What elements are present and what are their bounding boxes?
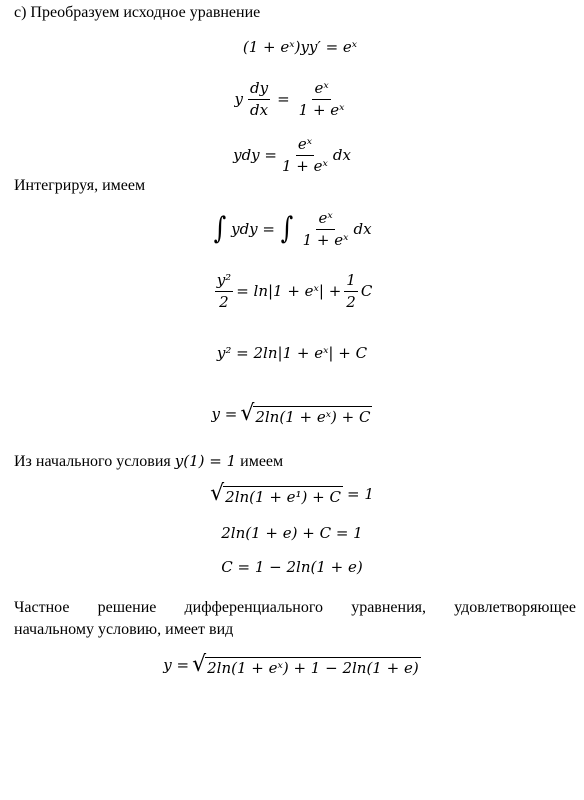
particular-solution-line-1: Частное решение дифференциального уравнения, удовлетворяющее — [14, 599, 576, 616]
equation-2-lhs-fraction — [248, 80, 270, 118]
equation-7-lhs: y = — [211, 404, 238, 423]
sqrt-sign-icon: √ — [210, 481, 225, 506]
equation-10 — [0, 560, 584, 575]
equation-6-text: y² = 2ln|1 + eˣ| + C — [216, 344, 368, 362]
particular-solution-line-2: начальному условию, имеет вид — [14, 621, 234, 638]
equation-2-lhs-denominator: dx — [249, 100, 269, 119]
equation-2-rhs-fraction — [297, 80, 347, 118]
integrating-text: Интегрируя, имеем — [14, 177, 146, 194]
integral-sign-2: ∫ — [280, 211, 294, 246]
initial-text-suffix: имеем — [236, 453, 284, 470]
equation-4-suffix: dx — [353, 219, 372, 238]
equation-3-suffix: dx — [332, 145, 351, 164]
sqrt-sign-icon: √ — [240, 401, 255, 426]
equation-1-text: (1 + eˣ)yy′ = eˣ — [242, 38, 358, 56]
equation-6 — [0, 346, 584, 361]
equation-1 — [0, 40, 584, 55]
equation-10-text: C = 1 − 2ln(1 + e) — [221, 558, 363, 576]
integral-sign-1: ∫ — [214, 211, 227, 246]
initial-condition: y(1) = 1 — [174, 452, 237, 470]
equation-4-lhs: ydy = — [231, 219, 275, 238]
initial-text-prefix: Из начального условия — [14, 453, 175, 470]
sqrt-sign-icon: √ — [192, 652, 207, 677]
equation-5-coef-denominator: 2 — [346, 292, 356, 311]
equation-3 — [0, 136, 584, 174]
equation-8-radicand: 2ln(1 + e¹) + C — [225, 487, 341, 506]
equation-5-lhs-numerator: y² — [215, 272, 234, 292]
equation-2-equals: = — [277, 89, 290, 108]
equation-8-rhs: = 1 — [346, 484, 374, 503]
equation-4-fraction — [301, 210, 351, 248]
equation-8-sqrt — [210, 483, 343, 505]
equation-2-prefix: y — [234, 89, 243, 108]
equation-3-fraction — [280, 136, 330, 174]
equation-7-radicand: 2ln(1 + eˣ) + C — [255, 407, 371, 426]
equation-11-lhs: y = — [163, 655, 190, 674]
initial-condition-text — [14, 454, 283, 470]
equation-5-middle: = ln|1 + eˣ| + — [236, 281, 342, 300]
equation-4-denominator: 1 + eˣ — [302, 230, 349, 249]
equation-9 — [0, 526, 584, 541]
equation-5 — [0, 272, 584, 310]
heading: c) Преобразуем исходное уравнение — [14, 4, 261, 21]
equation-2-rhs-denominator: 1 + eˣ — [298, 100, 345, 119]
equation-5-coef-fraction — [344, 272, 358, 310]
equation-11-radicand: 2ln(1 + eˣ) + 1 − 2ln(1 + e) — [207, 658, 419, 677]
equation-11 — [0, 654, 584, 676]
equation-5-suffix: C — [360, 281, 373, 300]
equation-2 — [0, 80, 584, 118]
equation-4 — [0, 210, 584, 248]
equation-8 — [0, 483, 584, 505]
equation-5-lhs-denominator: 2 — [219, 292, 229, 311]
equation-2-lhs-numerator: dy — [248, 80, 270, 100]
equation-7 — [0, 403, 584, 425]
equation-5-lhs-fraction — [215, 272, 234, 310]
equation-3-numerator: eˣ — [296, 136, 314, 156]
equation-3-denominator: 1 + eˣ — [281, 156, 328, 175]
equation-7-sqrt — [240, 403, 372, 425]
equation-5-coef-numerator: 1 — [344, 272, 358, 292]
equation-2-rhs-numerator: eˣ — [312, 80, 330, 100]
equation-9-text: 2ln(1 + e) + C = 1 — [221, 524, 363, 542]
equation-11-sqrt — [192, 654, 421, 676]
equation-4-numerator: eˣ — [316, 210, 334, 230]
equation-3-lhs: ydy = — [233, 145, 277, 164]
